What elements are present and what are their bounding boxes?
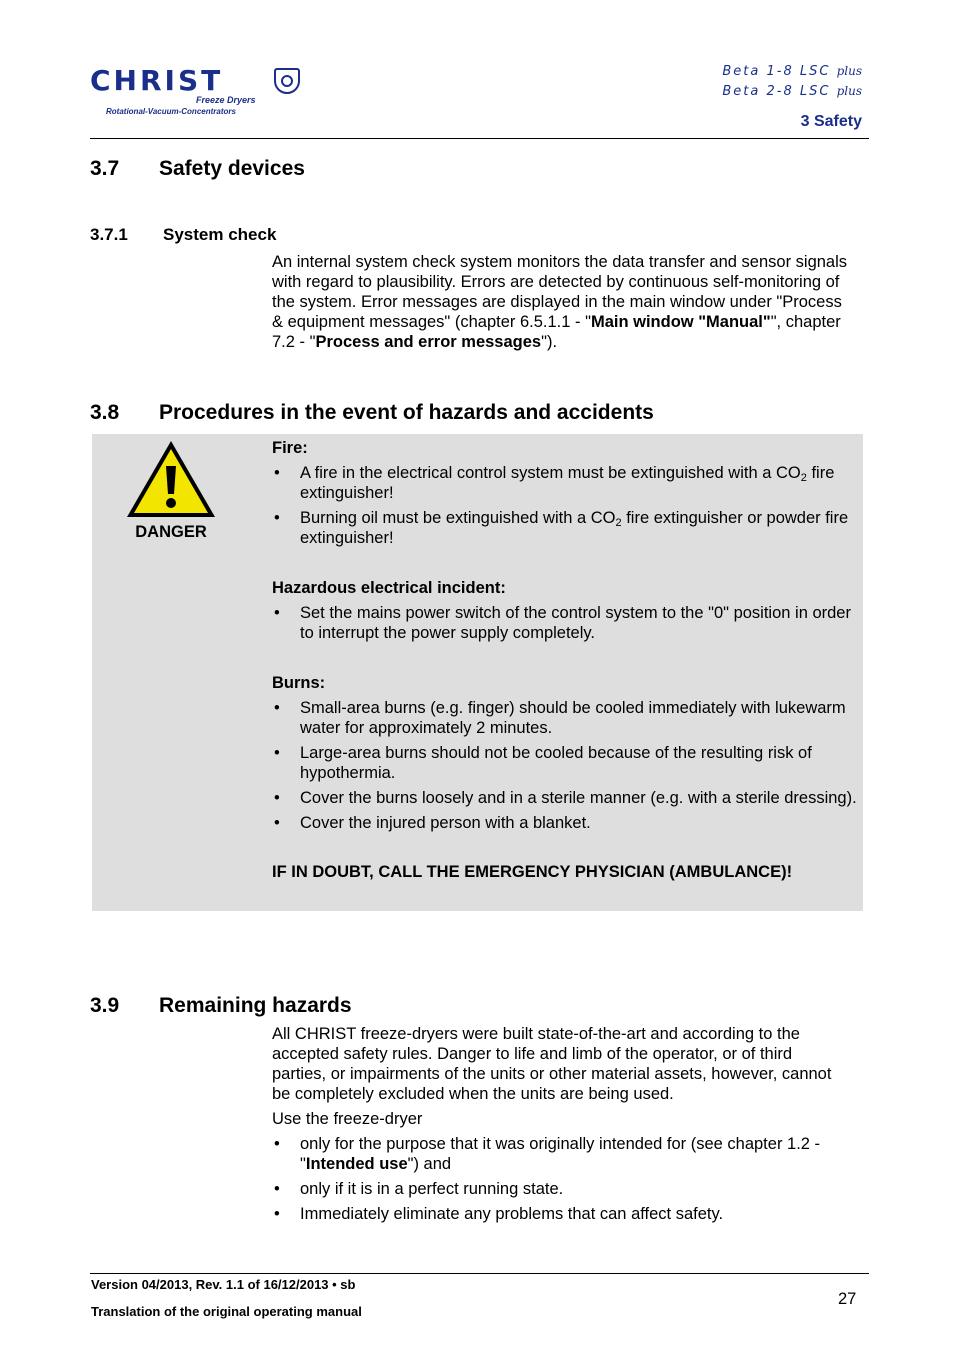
footer-translation: Translation of the original operating manual (91, 1304, 362, 1319)
fire-heading: Fire: (272, 439, 308, 457)
model-name-2: Beta 2-8 LSC plus (722, 84, 862, 99)
section-3-8-heading: 3.8 Procedures in the event of hazards and accidents (90, 401, 654, 424)
section-3-9-heading: 3.9 Remaining hazards (90, 994, 352, 1017)
list-item: • Immediately eliminate any problems that can affect safety. (272, 1204, 844, 1224)
list-item: • Burning oil must be extinguished with a $CO_2$ fire extinguisher or powder fire extinguisher! (272, 508, 862, 548)
list-item: • Set the mains power switch of the control system to the "0" position in order to interrupt the power supply completely. (272, 603, 862, 643)
list-item: • Small-area burns (e.g. finger) should be cooled immediately with lukewarm water for approximately 2 minutes. (272, 698, 862, 738)
footer-divider (90, 1273, 869, 1274)
section-3-7-1-heading: 3.7.1 System check (90, 225, 277, 244)
logo-emblem-icon (274, 68, 300, 94)
burns-list (272, 698, 862, 833)
list-item: • A fire in the electrical control system must be extinguished with a $CO_2$ fire extinguisher! (272, 463, 862, 503)
page-number: 27 (838, 1290, 857, 1308)
list-item: • Cover the injured person with a blanket. (272, 813, 862, 833)
logo-subtitle-freeze-dryers: Freeze Dryers (196, 95, 256, 105)
emergency-notice: IF IN DOUBT, CALL THE EMERGENCY PHYSICIAN (AMBULANCE)! (272, 863, 793, 881)
fire-list (272, 463, 862, 548)
footer-version: Version 04/2013, Rev. 1.1 of 16/12/2013 • sb (91, 1277, 356, 1292)
christ-logo (90, 64, 310, 119)
danger-label: DANGER (135, 523, 207, 541)
list-item: • only if it is in a perfect running state. (272, 1179, 844, 1199)
use-list (272, 1134, 844, 1224)
system-check-paragraph: An internal system check system monitors the data transfer and sensor signals with regard to plausibility. Errors are detected by continuous self-monitoring of the system. Error messages are displayed in the main window under "Process & equipment messages" (chapter 6.5.1.1 - "Main window "Manual"", chapter 7.2 - "Process and error messages"). (272, 253, 848, 351)
remaining-hazards-paragraph: All CHRIST freeze-dryers were built state-of-the-art and according to the accepted safety rules. Danger to life and limb of the operator, or of third parties, or impairments of the units or other material assets, however, cannot be completely excluded when the units are being used. (272, 1025, 832, 1103)
electrical-heading: Hazardous electrical incident: (272, 579, 506, 597)
header-section-title: 3 Safety (800, 113, 862, 130)
use-intro: Use the freeze-dryer (272, 1110, 423, 1128)
hazard-procedures (272, 438, 862, 882)
remaining-hazards-text (272, 1024, 844, 1224)
list-item: • Large-area burns should not be cooled because of the resulting risk of hypothermia. (272, 743, 862, 783)
burns-heading: Burns: (272, 674, 326, 692)
header-divider (90, 138, 869, 139)
model-name-1: Beta 1-8 LSC plus (722, 64, 862, 79)
electrical-list (272, 603, 862, 643)
logo-subtitle-concentrators: Rotational-Vacuum-Concentrators (106, 107, 236, 116)
warning-triangle-icon (124, 438, 218, 520)
logo-wordmark: CHRIST (90, 64, 224, 97)
list-item: • Cover the burns loosely and in a sterile manner (e.g. with a sterile dressing). (272, 788, 862, 808)
list-item: • only for the purpose that it was originally intended for (see chapter 1.2 - "Intended use") and (272, 1134, 844, 1174)
section-3-7-heading: 3.7 Safety devices (90, 157, 305, 180)
